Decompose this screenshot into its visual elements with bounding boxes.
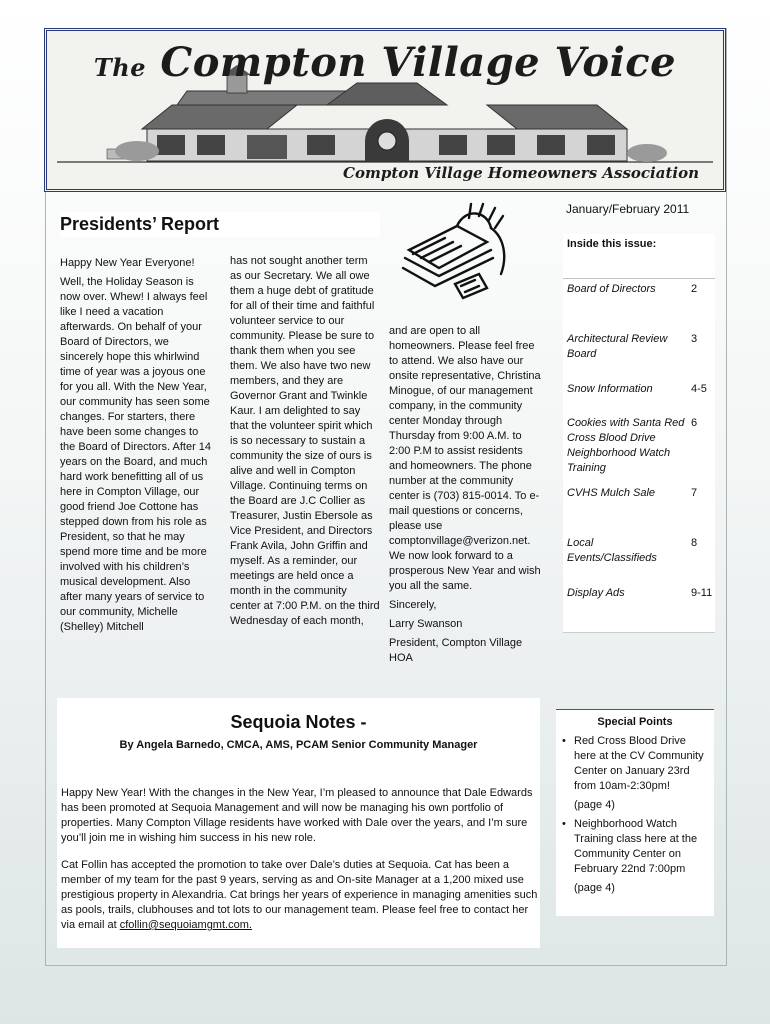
toc-item-title: Local Events/Classifieds — [567, 537, 657, 564]
title-the: The — [93, 53, 146, 82]
title-main: Compton Village Voice — [160, 39, 677, 86]
signature-name: Larry Swanson — [389, 618, 463, 630]
special-points-box — [556, 709, 714, 916]
special-point-text: Red Cross Blood Drive here at the CV Community Center on January 23rd from 10am-2:30pm! — [574, 735, 704, 792]
toc-item-page: 9-11 — [691, 587, 713, 599]
special-point-page: (page 4) — [574, 799, 615, 811]
presidents-report-column-1 — [60, 256, 212, 639]
sequoia-notes-byline: By Angela Barnedo, CMCA, AMS, PCAM Senior Community Manager — [119, 739, 478, 751]
special-points-heading: Special Points — [597, 716, 673, 728]
toc-item-page: 2 — [691, 283, 698, 295]
sequoia-notes-body — [61, 786, 539, 945]
masthead — [44, 28, 726, 192]
sequoia-notes-article — [57, 698, 540, 948]
email-link[interactable]: cfollin@sequoiamgmt.com. — [119, 919, 252, 931]
toc-item-title: CVHS Mulch Sale — [567, 487, 656, 499]
toc-item-page: 4-5 — [691, 383, 707, 395]
bullet-icon: • — [562, 818, 566, 830]
article-paragraph: Happy New Year! With the changes in the New Year, I’m pleased to announce that Dale Edwards has been promoted at Sequoia Management and will now be managing his own portfolio of properties. Many Compton Village residents have worked with Dale over the years, and I’m sure you’ll join me in wishing him success in his new role. — [61, 787, 533, 844]
article-paragraph — [61, 858, 539, 933]
special-point-text: Neighborhood Watch Training class here at the Community Center on February 22nd 7:00pm — [574, 818, 698, 875]
toc-item-title: Display Ads — [567, 587, 625, 599]
bullet-icon: • — [562, 735, 566, 747]
presidents-report-heading: Presidents’ Report — [60, 212, 380, 237]
report-paragraph: Well, the Holiday Season is now over. Whew! I always feel like I need a vacation afterwards. On behalf of your Board of Directors, we sincerely hope this whirlwind time of year was a joyous one for you all. With the New Year, our community has seen some changes. For starters, there have been some changes to the Board of Directors. After 14 years on the Board, and much hard work benefitting all of us here in Compton Village, our good friend Joe Cottone has stepped down from his role as President, so that he may spend more time and be more involved with his children’s musical development. Also after many years of service to our community, Michelle (Shelley) Mitchell — [60, 276, 212, 633]
special-points-list — [556, 734, 714, 896]
toc-item-title: Board of Directors — [567, 283, 656, 295]
signature-title: President, Compton Village HOA — [389, 637, 523, 664]
newsletter-title — [47, 39, 723, 86]
special-point-page: (page 4) — [574, 882, 615, 894]
list-item — [562, 817, 710, 896]
toc-item-title: Cookies with Santa Red Cross Blood Drive Neighborhood Watch Training — [567, 417, 685, 474]
presidents-report-column-3 — [389, 324, 541, 670]
toc-item-page: 8 — [691, 537, 698, 549]
toc-item-page: 6 — [691, 417, 698, 429]
toc-item-title: Snow Information — [567, 383, 653, 395]
report-paragraph: and are open to all homeowners. Please feel free to attend. We also have our onsite representative, Christina Minogue, of our management company, in the community center Monday through Thursday from 9:00 A.M. to 2:00 P.M to assist residents and homeowners. The phone number at the community center is (703) 815-0014. To e-mail questions or concerns, please use comptonvillage@verizon.net. We now look forward to a prosperous New Year and wish you all the same. — [389, 325, 541, 592]
report-paragraph: has not sought another term as our Secretary. We all owe them a huge debt of gratitude for all of their time and faithful volunteer service to our community. Please be sure to thank them when you see them. We also have two new members, and they are Governor Grant and Twinkle Kaur. I am delighted to say that the volunteer spirit which is so necessary to sustain a community the size of ours is alive and well in Compton Village. Continuing terms on the Board are J.C Collier as Treasurer, Justin Ebersole as Vice President, and Directors Frank Avila, John Griffin and myself. As a reminder, our meetings are held once a month in the community center at 7:00 P.M. on the third Wednesday of each month, — [230, 255, 380, 627]
toc-item-page: 7 — [691, 487, 698, 499]
toc-item-title: Architectural Review Board — [567, 333, 668, 360]
inside-this-issue-heading: Inside this issue: — [563, 234, 715, 279]
greeting: Happy New Year Everyone! — [60, 257, 195, 269]
toc-item-page: 3 — [691, 333, 698, 345]
calendar-clipart-icon — [395, 198, 523, 310]
sign-off: Sincerely, — [389, 599, 437, 611]
article-paragraph-text: Cat Follin has accepted the promotion to take over Dale’s duties at Sequoia. Cat has been a member of my team for the past 9 years, serving as and On-site Manager at a 1,200 mixed use prestigious property in Alexandria. Cat brings her years of experience in managing amenities such as pools, trails, clubhouses and tot lots to our management team. Please feel free to contact her via email at — [61, 859, 538, 931]
list-item — [562, 734, 710, 813]
newsletter-subtitle: Compton Village Homeowners Association — [343, 164, 699, 182]
inside-this-issue-box — [563, 234, 715, 633]
presidents-report-column-2 — [230, 254, 380, 633]
issue-date: January/February 2011 — [566, 202, 690, 216]
sequoia-notes-title: Sequoia Notes - — [230, 712, 367, 732]
